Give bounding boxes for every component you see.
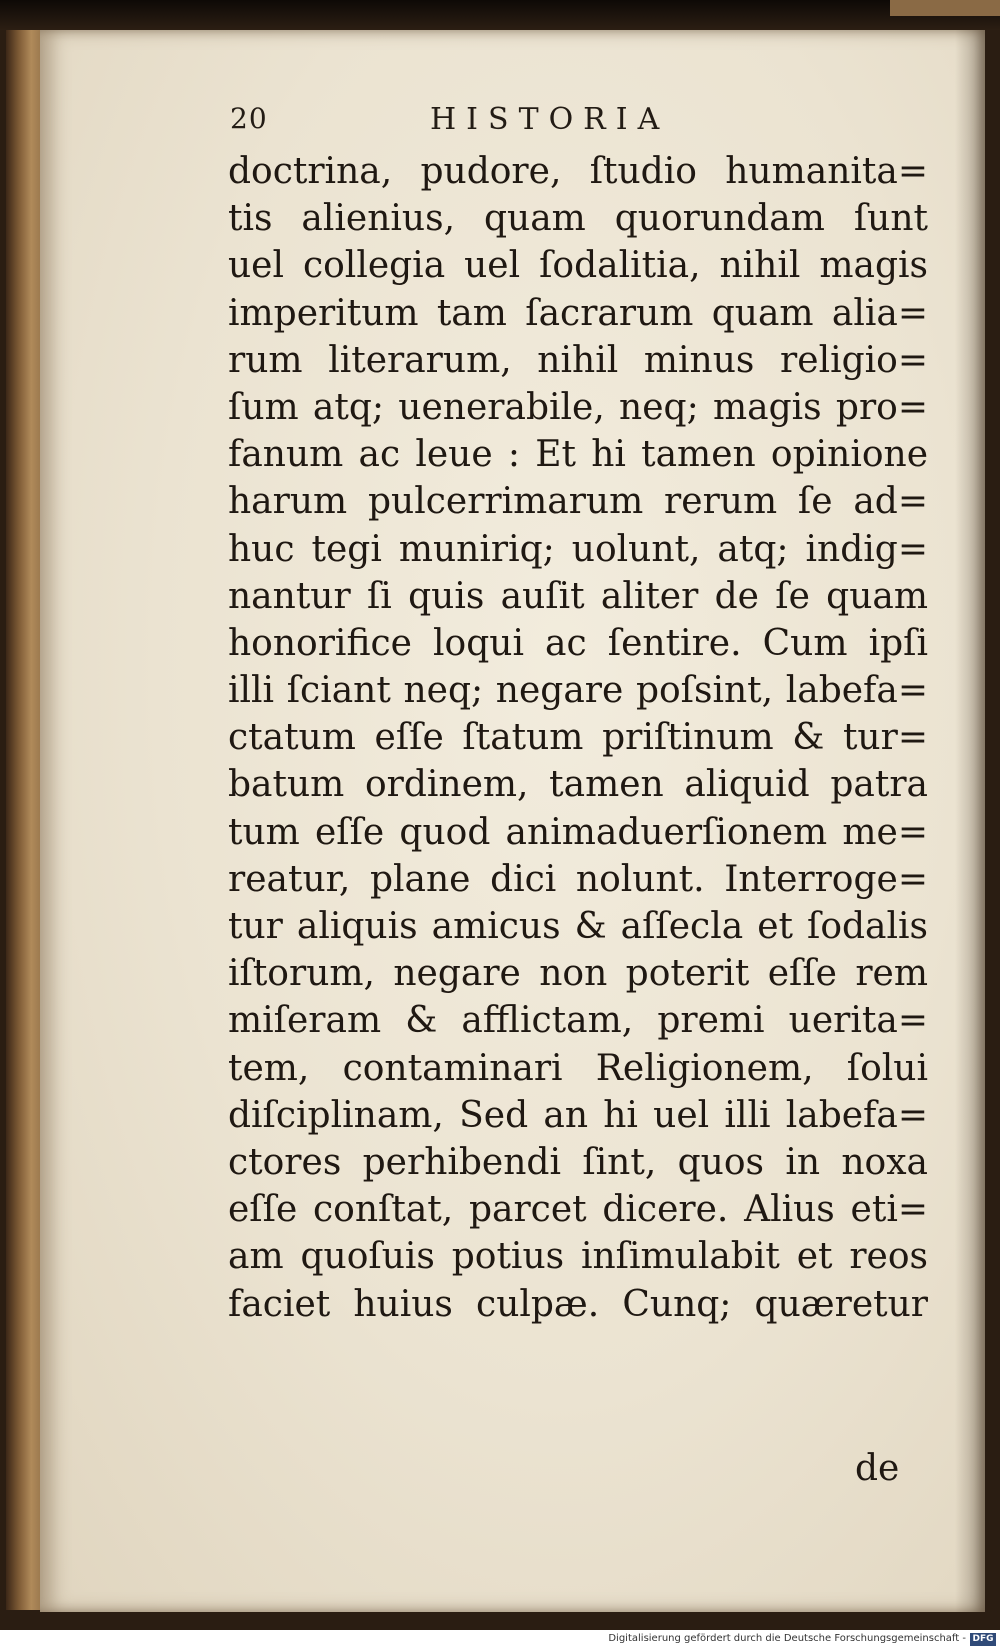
- text-line: batum ordinem, tamen aliquid patra: [228, 764, 928, 806]
- text-line: ctatum eſſe ſtatum priſtinum & tur=: [228, 717, 928, 759]
- running-head: [230, 102, 750, 142]
- text-line: fanum ac leue : Et hi tamen opinione: [228, 434, 928, 476]
- text-line: iſtorum, negare non poterit eſſe rem: [228, 953, 928, 995]
- text-line: reatur, plane dici nolunt. Interroge=: [228, 858, 928, 900]
- text-line: imperitum tam ſacrarum quam alia=: [228, 292, 928, 334]
- scan-corner: [890, 0, 1000, 16]
- text-line: miſeram & afflictam, premi uerita=: [228, 1000, 928, 1042]
- dfg-logo: DFG: [970, 1633, 996, 1646]
- text-line: am quoſuis potius inſimulabit et reos: [228, 1236, 928, 1278]
- text-line: nantur ſi quis auſit aliter de ſe quam: [228, 575, 928, 617]
- page-gutter-shadow: [955, 30, 985, 1612]
- text-line: tur aliquis amicus & aſſecla et ſodalis: [228, 906, 928, 947]
- text-line: ctores perhibendi ſint, quos in noxa: [228, 1141, 928, 1183]
- text-line: ſum atq; uenerabile, neq; magis pro=: [228, 386, 928, 428]
- footer-bar: [0, 1630, 1000, 1651]
- text-line: rum literarum, nihil minus religio=: [228, 339, 928, 381]
- body-text: [228, 148, 928, 1328]
- catchword: de: [855, 1448, 900, 1489]
- text-line: illi ſciant neq; negare poſsint, labefa=: [228, 670, 928, 712]
- text-line: uel collegia uel ſodalitia, nihil magis: [228, 245, 928, 287]
- text-line: tem, contaminari Religionem, ſolui: [228, 1047, 928, 1089]
- text-line: eſſe conſtat, parcet dicere. Alius eti=: [228, 1189, 928, 1231]
- scan-top-edge: [0, 0, 1000, 30]
- text-line: tum eſſe quod animaduerſionem me=: [228, 811, 928, 853]
- text-line: huc tegi muniriq; uolunt, atq; indig=: [228, 528, 928, 570]
- text-line: doctrina, pudore, ſtudio humanita=: [228, 151, 928, 192]
- funding-credit: Digitalisierung gefördert durch die Deutsche Forschungsgemeinschaft -: [608, 1633, 966, 1644]
- text-line: honorifice loqui ac ſentire. Cum ipſi: [228, 622, 928, 664]
- text-line: diſciplinam, Sed an hi uel illi labefa=: [228, 1094, 928, 1136]
- running-head-title: HISTORIA: [430, 102, 670, 137]
- text-line: faciet huius culpæ. Cunq; quæretur: [228, 1283, 928, 1325]
- page-number: 20: [230, 102, 268, 135]
- text-line: tis alienius, quam quorundam ſunt: [228, 198, 928, 240]
- text-line: harum pulcerrimarum rerum ſe ad=: [228, 481, 928, 523]
- book-page: [40, 30, 985, 1612]
